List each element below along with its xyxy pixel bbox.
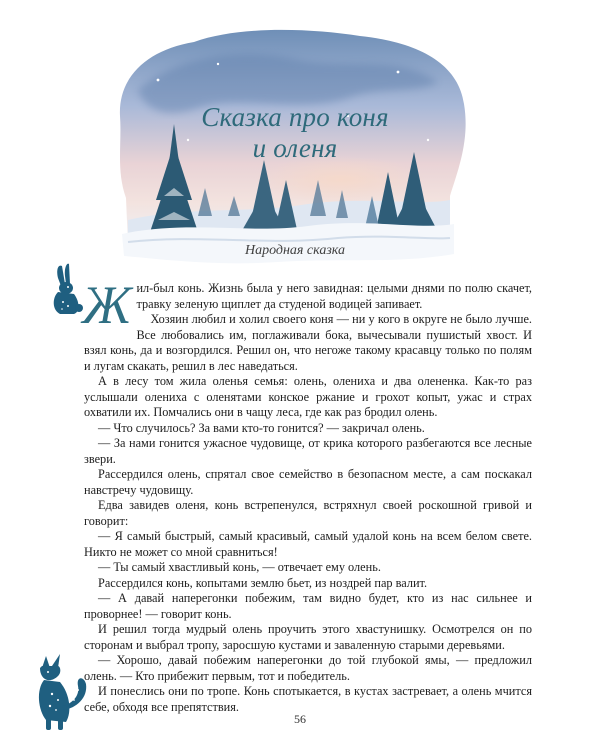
page-number: 56	[294, 712, 306, 726]
title-line-2: и оленя	[252, 133, 338, 163]
story-paragraph: — За нами гонится ужасное чудовище, от крика которого разбегаются все лесные звери.	[84, 436, 532, 466]
title-line-1: Сказка про коня	[201, 102, 389, 132]
drop-cap: Ж	[82, 275, 132, 335]
story-paragraph: А в лесу том жила оленья семья: олень, олениха и два олененка. Как-то раз услышали олениха с оленятами конское ржание и грохот копыт, ужас и страх охватили их. Помчались они в чащу леса, где как раз бродил олень.	[84, 374, 532, 419]
story-subtitle: Народная сказка	[244, 243, 346, 258]
story-paragraph: Жил-был конь. Жизнь была у него завидная: целыми днями по полю скачет, травку зеленую щиплет да студеной водицей запивает.	[82, 275, 532, 335]
story-paragraph: Рассердился олень, спрятал свое семейство в безопасном месте, а сам поскакал навстречу чудовищу.	[84, 467, 532, 497]
fox-icon	[28, 650, 94, 734]
story-paragraph: И понеслись они по тропе. Конь спотыкается, в кустах застревает, а олень мчится себе, обходя все препятствия.	[84, 684, 532, 714]
story-paragraph: — Ты самый хвастливый конь, — отвечает ему олень.	[98, 560, 381, 574]
story-text	[82, 275, 532, 715]
story-paragraph: — Я самый быстрый, самый красивый, самый удалой конь на всем белом свете. Никто не может со мной сравниться!	[84, 529, 532, 559]
story-paragraph: Рассердился конь, копытами землю бьет, из ноздрей пар валит.	[98, 575, 428, 590]
story-paragraph: — А давай наперегонки побежим, там видно будет, кто из нас сильнее и проворнее! — говорит конь.	[84, 591, 532, 621]
story-paragraph: — Что случилось? За вами кто-то гонится? — закричал олень.	[98, 420, 425, 435]
rabbit-icon	[48, 262, 84, 318]
story-paragraph: Хозяин любил и холил своего коня — ни у кого в округе не было лучше. Все любовались им, поглаживали бока, вычесывали пушистый хвост. И взял конь, да и возгордился. Решил он, что негоже такому красавцу только по полям и лугам скакать, решил в лес наведаться.	[84, 312, 532, 373]
story-paragraph: — Хорошо, давай побежим наперегонки до той глубокой ямы, — предложил олень. — Кто прибежит первым, тот и победитель.	[84, 653, 532, 683]
story-paragraph: И решил тогда мудрый олень проучить этого хвастунишку. Осмотрелся он по сторонам и выбрал тропу, заросшую кустами и заваленную старыми деревьями.	[84, 622, 532, 652]
story-title	[150, 102, 440, 164]
story-paragraph: Едва завидев оленя, конь встрепенулся, встряхнул своей роскошной гривой и говорит:	[84, 498, 532, 528]
